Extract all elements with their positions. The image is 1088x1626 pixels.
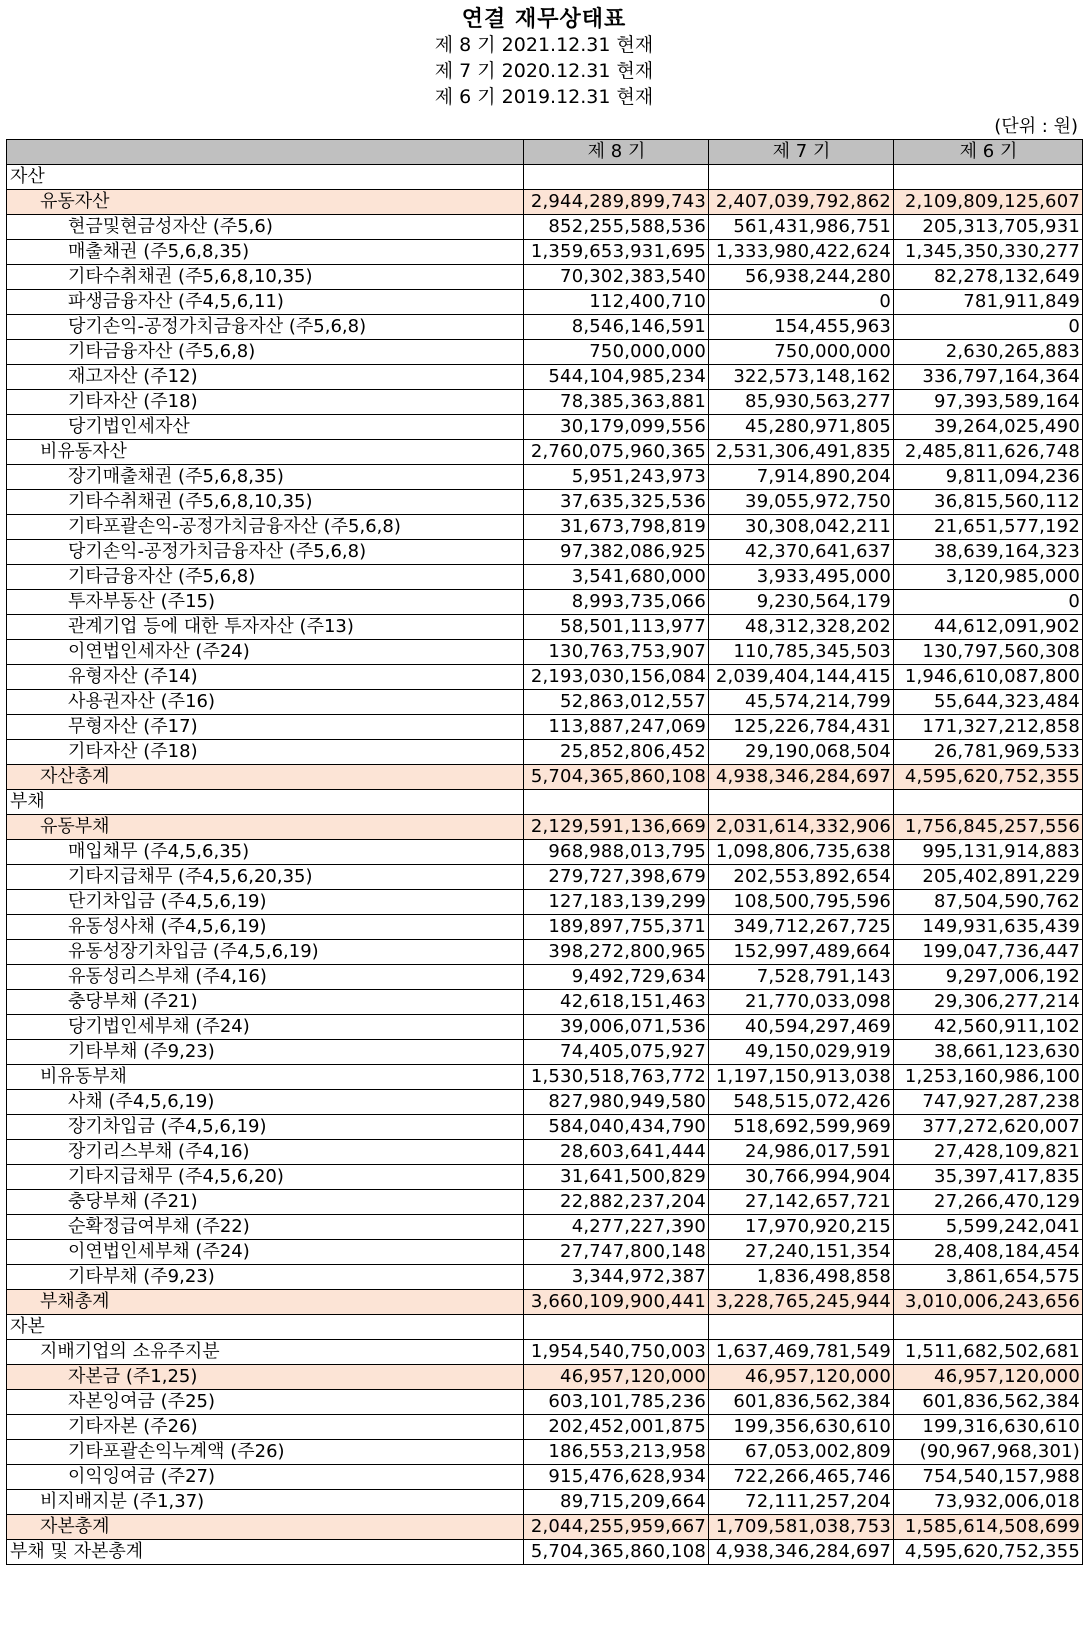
value-period-6: (90,967,968,301) xyxy=(894,1440,1083,1465)
value-period-7: 40,594,297,469 xyxy=(709,1015,894,1040)
value-period-6: 199,316,630,610 xyxy=(894,1415,1083,1440)
table-row xyxy=(7,540,1083,565)
table-body xyxy=(7,165,1083,1565)
value-period-6: 73,932,006,018 xyxy=(894,1490,1083,1515)
table-row xyxy=(7,715,1083,740)
period-line-2: 제 7 기 2020.12.31 현재 xyxy=(434,60,654,82)
value-period-6: 130,797,560,308 xyxy=(894,640,1083,665)
account-label: 사채 (주4,5,6,19) xyxy=(7,1090,524,1115)
table-row xyxy=(7,290,1083,315)
value-period-7: 42,370,641,637 xyxy=(709,540,894,565)
table-row xyxy=(7,990,1083,1015)
table-row xyxy=(7,1365,1083,1390)
table-row xyxy=(7,815,1083,840)
value-period-6: 3,010,006,243,656 xyxy=(894,1290,1083,1315)
table-row xyxy=(7,665,1083,690)
account-label: 기타자산 (주18) xyxy=(7,390,524,415)
value-period-8: 28,603,641,444 xyxy=(524,1140,709,1165)
table-row xyxy=(7,1140,1083,1165)
value-period-6: 199,047,736,447 xyxy=(894,940,1083,965)
value-period-6: 2,109,809,125,607 xyxy=(894,190,1083,215)
value-period-7: 56,938,244,280 xyxy=(709,265,894,290)
value-period-7: 125,226,784,431 xyxy=(709,715,894,740)
value-period-6: 9,297,006,192 xyxy=(894,965,1083,990)
table-header-row xyxy=(7,140,1083,165)
value-period-8: 52,863,012,557 xyxy=(524,690,709,715)
value-period-6: 27,266,470,129 xyxy=(894,1190,1083,1215)
table-row xyxy=(7,390,1083,415)
value-period-7: 27,240,151,354 xyxy=(709,1240,894,1265)
value-period-7: 30,766,994,904 xyxy=(709,1165,894,1190)
value-period-6: 1,756,845,257,556 xyxy=(894,815,1083,840)
value-period-8: 852,255,588,536 xyxy=(524,215,709,240)
value-period-6: 5,599,242,041 xyxy=(894,1215,1083,1240)
value-period-7: 30,308,042,211 xyxy=(709,515,894,540)
value-period-6: 149,931,635,439 xyxy=(894,915,1083,940)
value-period-6: 3,861,654,575 xyxy=(894,1265,1083,1290)
value-period-8: 603,101,785,236 xyxy=(524,1390,709,1415)
account-label: 기타금융자산 (주5,6,8) xyxy=(7,340,524,365)
table-row xyxy=(7,1215,1083,1240)
account-label: 충당부채 (주21) xyxy=(7,990,524,1015)
table-row xyxy=(7,265,1083,290)
value-period-6: 377,272,620,007 xyxy=(894,1115,1083,1140)
table-row xyxy=(7,615,1083,640)
account-label: 자산 xyxy=(7,165,524,190)
account-label: 현금및현금성자산 (주5,6) xyxy=(7,215,524,240)
value-period-7: 2,031,614,332,906 xyxy=(709,815,894,840)
value-period-7: 110,785,345,503 xyxy=(709,640,894,665)
value-period-8: 130,763,753,907 xyxy=(524,640,709,665)
value-period-7: 27,142,657,721 xyxy=(709,1190,894,1215)
value-period-8: 750,000,000 xyxy=(524,340,709,365)
table-row xyxy=(7,1190,1083,1215)
value-period-7: 601,836,562,384 xyxy=(709,1390,894,1415)
value-period-8 xyxy=(524,790,709,815)
table-row xyxy=(7,1265,1083,1290)
table-row xyxy=(7,240,1083,265)
value-period-6: 82,278,132,649 xyxy=(894,265,1083,290)
value-period-8: 74,405,075,927 xyxy=(524,1040,709,1065)
account-label: 기타포괄손익-공정가치금융자산 (주5,6,8) xyxy=(7,515,524,540)
value-period-7: 72,111,257,204 xyxy=(709,1490,894,1515)
account-label: 유동성사채 (주4,5,6,19) xyxy=(7,915,524,940)
balance-sheet-table xyxy=(6,139,1083,1565)
account-label: 이연법인세부채 (주24) xyxy=(7,1240,524,1265)
account-label: 투자부동산 (주15) xyxy=(7,590,524,615)
value-period-7: 45,574,214,799 xyxy=(709,690,894,715)
table-row xyxy=(7,1540,1083,1565)
table-row xyxy=(7,190,1083,215)
value-period-7: 29,190,068,504 xyxy=(709,740,894,765)
value-period-7: 0 xyxy=(709,290,894,315)
value-period-8: 1,359,653,931,695 xyxy=(524,240,709,265)
value-period-8: 9,492,729,634 xyxy=(524,965,709,990)
value-period-6: 2,485,811,626,748 xyxy=(894,440,1083,465)
value-period-8: 968,988,013,795 xyxy=(524,840,709,865)
value-period-6: 1,946,610,087,800 xyxy=(894,665,1083,690)
table-row xyxy=(7,1090,1083,1115)
account-label: 자본 xyxy=(7,1315,524,1340)
value-period-6: 1,585,614,508,699 xyxy=(894,1515,1083,1540)
account-label: 기타자본 (주26) xyxy=(7,1415,524,1440)
account-label: 기타지급채무 (주4,5,6,20) xyxy=(7,1165,524,1190)
value-period-8: 4,277,227,390 xyxy=(524,1215,709,1240)
account-label: 비유동자산 xyxy=(7,440,524,465)
account-label: 자본총계 xyxy=(7,1515,524,1540)
value-period-8: 127,183,139,299 xyxy=(524,890,709,915)
account-label: 자본잉여금 (주25) xyxy=(7,1390,524,1415)
account-label: 기타지급채무 (주4,5,6,20,35) xyxy=(7,865,524,890)
account-label: 기타부채 (주9,23) xyxy=(7,1040,524,1065)
account-label: 당기법인세자산 xyxy=(7,415,524,440)
value-period-8: 97,382,086,925 xyxy=(524,540,709,565)
value-period-8: 202,452,001,875 xyxy=(524,1415,709,1440)
table-row xyxy=(7,1440,1083,1465)
account-label: 유동성리스부채 (주4,16) xyxy=(7,965,524,990)
table-row xyxy=(7,640,1083,665)
table-row xyxy=(7,165,1083,190)
account-label: 기타부채 (주9,23) xyxy=(7,1265,524,1290)
value-period-6: 781,911,849 xyxy=(894,290,1083,315)
value-period-7: 49,150,029,919 xyxy=(709,1040,894,1065)
value-period-6: 336,797,164,364 xyxy=(894,365,1083,390)
value-period-7: 7,914,890,204 xyxy=(709,465,894,490)
account-label: 관계기업 등에 대한 투자자산 (주13) xyxy=(7,615,524,640)
value-period-8: 37,635,325,536 xyxy=(524,490,709,515)
header-period-8: 제 8 기 xyxy=(524,140,709,165)
value-period-8: 89,715,209,664 xyxy=(524,1490,709,1515)
value-period-8: 279,727,398,679 xyxy=(524,865,709,890)
value-period-8: 22,882,237,204 xyxy=(524,1190,709,1215)
value-period-7: 548,515,072,426 xyxy=(709,1090,894,1115)
value-period-7: 2,039,404,144,415 xyxy=(709,665,894,690)
value-period-7: 3,228,765,245,944 xyxy=(709,1290,894,1315)
value-period-8: 2,760,075,960,365 xyxy=(524,440,709,465)
table-row xyxy=(7,965,1083,990)
value-period-6: 38,639,164,323 xyxy=(894,540,1083,565)
value-period-8: 2,944,289,899,743 xyxy=(524,190,709,215)
value-period-8: 31,673,798,819 xyxy=(524,515,709,540)
table-row xyxy=(7,740,1083,765)
table-row xyxy=(7,840,1083,865)
account-label: 유동성장기차입금 (주4,5,6,19) xyxy=(7,940,524,965)
value-period-7: 7,528,791,143 xyxy=(709,965,894,990)
value-period-6: 0 xyxy=(894,315,1083,340)
table-row xyxy=(7,1290,1083,1315)
value-period-6: 754,540,157,988 xyxy=(894,1465,1083,1490)
account-label: 비지배지분 (주1,37) xyxy=(7,1490,524,1515)
table-row xyxy=(7,1340,1083,1365)
value-period-6: 4,595,620,752,355 xyxy=(894,765,1083,790)
value-period-7: 1,098,806,735,638 xyxy=(709,840,894,865)
value-period-6: 44,612,091,902 xyxy=(894,615,1083,640)
table-row xyxy=(7,1040,1083,1065)
table-row xyxy=(7,1465,1083,1490)
account-label: 유동부채 xyxy=(7,815,524,840)
unit-label: (단위 : 원) xyxy=(994,116,1078,137)
value-period-7 xyxy=(709,1315,894,1340)
table-row xyxy=(7,690,1083,715)
account-label: 부채 및 자본총계 xyxy=(7,1540,524,1565)
value-period-8: 5,704,365,860,108 xyxy=(524,765,709,790)
value-period-7: 3,933,495,000 xyxy=(709,565,894,590)
table-row xyxy=(7,1165,1083,1190)
value-period-7: 722,266,465,746 xyxy=(709,1465,894,1490)
value-period-7: 349,712,267,725 xyxy=(709,915,894,940)
value-period-7: 199,356,630,610 xyxy=(709,1415,894,1440)
table-row xyxy=(7,1515,1083,1540)
value-period-7: 46,957,120,000 xyxy=(709,1365,894,1390)
period-line-1: 제 8 기 2021.12.31 현재 xyxy=(434,34,654,56)
table-row xyxy=(7,1490,1083,1515)
table-row xyxy=(7,515,1083,540)
account-label: 단기차입금 (주4,5,6,19) xyxy=(7,890,524,915)
value-period-6: 87,504,590,762 xyxy=(894,890,1083,915)
value-period-8: 1,954,540,750,003 xyxy=(524,1340,709,1365)
table-row xyxy=(7,915,1083,940)
value-period-6: 38,661,123,630 xyxy=(894,1040,1083,1065)
table-row xyxy=(7,365,1083,390)
value-period-6: 747,927,287,238 xyxy=(894,1090,1083,1115)
account-label: 기타포괄손익누계액 (주26) xyxy=(7,1440,524,1465)
table-row xyxy=(7,1065,1083,1090)
value-period-8: 5,951,243,973 xyxy=(524,465,709,490)
value-period-7: 561,431,986,751 xyxy=(709,215,894,240)
account-label: 장기차입금 (주4,5,6,19) xyxy=(7,1115,524,1140)
value-period-6 xyxy=(894,1315,1083,1340)
value-period-6: 1,345,350,330,277 xyxy=(894,240,1083,265)
value-period-8: 70,302,383,540 xyxy=(524,265,709,290)
value-period-8: 2,044,255,959,667 xyxy=(524,1515,709,1540)
value-period-8: 189,897,755,371 xyxy=(524,915,709,940)
value-period-8: 78,385,363,881 xyxy=(524,390,709,415)
value-period-8: 58,501,113,977 xyxy=(524,615,709,640)
value-period-8: 31,641,500,829 xyxy=(524,1165,709,1190)
value-period-8: 112,400,710 xyxy=(524,290,709,315)
account-label: 지배기업의 소유주지분 xyxy=(7,1340,524,1365)
value-period-6: 0 xyxy=(894,590,1083,615)
value-period-7: 2,531,306,491,835 xyxy=(709,440,894,465)
value-period-7: 1,333,980,422,624 xyxy=(709,240,894,265)
value-period-7 xyxy=(709,790,894,815)
account-label: 자본금 (주1,25) xyxy=(7,1365,524,1390)
value-period-6: 36,815,560,112 xyxy=(894,490,1083,515)
value-period-7: 1,637,469,781,549 xyxy=(709,1340,894,1365)
table-row xyxy=(7,1240,1083,1265)
value-period-8: 186,553,213,958 xyxy=(524,1440,709,1465)
account-label: 매입채무 (주4,5,6,35) xyxy=(7,840,524,865)
value-period-8: 39,006,071,536 xyxy=(524,1015,709,1040)
account-label: 부채총계 xyxy=(7,1290,524,1315)
account-label: 유형자산 (주14) xyxy=(7,665,524,690)
value-period-6: 42,560,911,102 xyxy=(894,1015,1083,1040)
table-row xyxy=(7,765,1083,790)
value-period-8: 42,618,151,463 xyxy=(524,990,709,1015)
value-period-8: 8,546,146,591 xyxy=(524,315,709,340)
account-label: 기타수취채권 (주5,6,8,10,35) xyxy=(7,265,524,290)
value-period-7: 67,053,002,809 xyxy=(709,1440,894,1465)
value-period-8: 1,530,518,763,772 xyxy=(524,1065,709,1090)
table-row xyxy=(7,1415,1083,1440)
account-label: 재고자산 (주12) xyxy=(7,365,524,390)
table-row xyxy=(7,865,1083,890)
value-period-6: 21,651,577,192 xyxy=(894,515,1083,540)
value-period-8: 544,104,985,234 xyxy=(524,365,709,390)
value-period-6: 46,957,120,000 xyxy=(894,1365,1083,1390)
table-row xyxy=(7,340,1083,365)
table-row xyxy=(7,1315,1083,1340)
account-label: 이익잉여금 (주27) xyxy=(7,1465,524,1490)
table-row xyxy=(7,790,1083,815)
account-label: 당기손익-공정가치금융자산 (주5,6,8) xyxy=(7,540,524,565)
account-label: 당기법인세부채 (주24) xyxy=(7,1015,524,1040)
value-period-6: 601,836,562,384 xyxy=(894,1390,1083,1415)
account-label: 무형자산 (주17) xyxy=(7,715,524,740)
value-period-8 xyxy=(524,1315,709,1340)
account-label: 당기손익-공정가치금융자산 (주5,6,8) xyxy=(7,315,524,340)
account-label: 기타수취채권 (주5,6,8,10,35) xyxy=(7,490,524,515)
value-period-8: 27,747,800,148 xyxy=(524,1240,709,1265)
account-label: 유동자산 xyxy=(7,190,524,215)
value-period-6: 1,253,160,986,100 xyxy=(894,1065,1083,1090)
value-period-8: 113,887,247,069 xyxy=(524,715,709,740)
header-account xyxy=(7,140,524,165)
value-period-6: 39,264,025,490 xyxy=(894,415,1083,440)
table-row xyxy=(7,1390,1083,1415)
value-period-8: 584,040,434,790 xyxy=(524,1115,709,1140)
value-period-7: 202,553,892,654 xyxy=(709,865,894,890)
value-period-7: 518,692,599,969 xyxy=(709,1115,894,1140)
value-period-7: 1,709,581,038,753 xyxy=(709,1515,894,1540)
value-period-7: 39,055,972,750 xyxy=(709,490,894,515)
account-label: 순확정급여부채 (주22) xyxy=(7,1215,524,1240)
value-period-6: 4,595,620,752,355 xyxy=(894,1540,1083,1565)
value-period-8: 25,852,806,452 xyxy=(524,740,709,765)
value-period-6: 28,408,184,454 xyxy=(894,1240,1083,1265)
table-row xyxy=(7,315,1083,340)
value-period-6 xyxy=(894,790,1083,815)
value-period-8: 30,179,099,556 xyxy=(524,415,709,440)
value-period-8: 3,541,680,000 xyxy=(524,565,709,590)
value-period-7: 9,230,564,179 xyxy=(709,590,894,615)
value-period-8: 398,272,800,965 xyxy=(524,940,709,965)
table-row xyxy=(7,440,1083,465)
account-label: 비유동부채 xyxy=(7,1065,524,1090)
value-period-7: 1,197,150,913,038 xyxy=(709,1065,894,1090)
value-period-6: 205,402,891,229 xyxy=(894,865,1083,890)
value-period-7: 2,407,039,792,862 xyxy=(709,190,894,215)
value-period-8: 5,704,365,860,108 xyxy=(524,1540,709,1565)
header-period-7: 제 7 기 xyxy=(709,140,894,165)
value-period-6: 2,630,265,883 xyxy=(894,340,1083,365)
account-label: 장기매출채권 (주5,6,8,35) xyxy=(7,465,524,490)
account-label: 기타자산 (주18) xyxy=(7,740,524,765)
value-period-6: 205,313,705,931 xyxy=(894,215,1083,240)
account-label: 부채 xyxy=(7,790,524,815)
account-label: 파생금융자산 (주4,5,6,11) xyxy=(7,290,524,315)
value-period-6: 35,397,417,835 xyxy=(894,1165,1083,1190)
value-period-8: 3,344,972,387 xyxy=(524,1265,709,1290)
value-period-6: 97,393,589,164 xyxy=(894,390,1083,415)
table-row xyxy=(7,1015,1083,1040)
table-row xyxy=(7,565,1083,590)
value-period-7: 21,770,033,098 xyxy=(709,990,894,1015)
period-line-3: 제 6 기 2019.12.31 현재 xyxy=(434,86,654,108)
account-label: 자산총계 xyxy=(7,765,524,790)
value-period-7: 4,938,346,284,697 xyxy=(709,765,894,790)
value-period-6: 1,511,682,502,681 xyxy=(894,1340,1083,1365)
value-period-6: 29,306,277,214 xyxy=(894,990,1083,1015)
value-period-6: 171,327,212,858 xyxy=(894,715,1083,740)
table-row xyxy=(7,215,1083,240)
account-label: 충당부채 (주21) xyxy=(7,1190,524,1215)
value-period-7: 85,930,563,277 xyxy=(709,390,894,415)
value-period-7: 17,970,920,215 xyxy=(709,1215,894,1240)
value-period-7: 322,573,148,162 xyxy=(709,365,894,390)
account-label: 사용권자산 (주16) xyxy=(7,690,524,715)
value-period-6 xyxy=(894,165,1083,190)
value-period-8: 827,980,949,580 xyxy=(524,1090,709,1115)
value-period-6: 55,644,323,484 xyxy=(894,690,1083,715)
value-period-8: 46,957,120,000 xyxy=(524,1365,709,1390)
value-period-6: 995,131,914,883 xyxy=(894,840,1083,865)
table-row xyxy=(7,465,1083,490)
header-period-6: 제 6 기 xyxy=(894,140,1083,165)
value-period-7: 750,000,000 xyxy=(709,340,894,365)
value-period-6: 26,781,969,533 xyxy=(894,740,1083,765)
account-label: 장기리스부채 (주4,16) xyxy=(7,1140,524,1165)
table-row xyxy=(7,590,1083,615)
table-row xyxy=(7,890,1083,915)
value-period-8: 3,660,109,900,441 xyxy=(524,1290,709,1315)
value-period-7 xyxy=(709,165,894,190)
table-row xyxy=(7,490,1083,515)
value-period-7: 48,312,328,202 xyxy=(709,615,894,640)
value-period-7: 1,836,498,858 xyxy=(709,1265,894,1290)
value-period-7: 24,986,017,591 xyxy=(709,1140,894,1165)
account-label: 이연법인세자산 (주24) xyxy=(7,640,524,665)
value-period-7: 45,280,971,805 xyxy=(709,415,894,440)
value-period-8 xyxy=(524,165,709,190)
value-period-7: 154,455,963 xyxy=(709,315,894,340)
value-period-8: 2,193,030,156,084 xyxy=(524,665,709,690)
value-period-6: 9,811,094,236 xyxy=(894,465,1083,490)
document-title: 연결 재무상태표 xyxy=(461,7,627,32)
table-row xyxy=(7,415,1083,440)
account-label: 매출채권 (주5,6,8,35) xyxy=(7,240,524,265)
value-period-6: 3,120,985,000 xyxy=(894,565,1083,590)
value-period-7: 152,997,489,664 xyxy=(709,940,894,965)
value-period-7: 4,938,346,284,697 xyxy=(709,1540,894,1565)
table-row xyxy=(7,940,1083,965)
value-period-8: 8,993,735,066 xyxy=(524,590,709,615)
account-label: 기타금융자산 (주5,6,8) xyxy=(7,565,524,590)
table-row xyxy=(7,1115,1083,1140)
value-period-8: 915,476,628,934 xyxy=(524,1465,709,1490)
value-period-8: 2,129,591,136,669 xyxy=(524,815,709,840)
value-period-7: 108,500,795,596 xyxy=(709,890,894,915)
value-period-6: 27,428,109,821 xyxy=(894,1140,1083,1165)
